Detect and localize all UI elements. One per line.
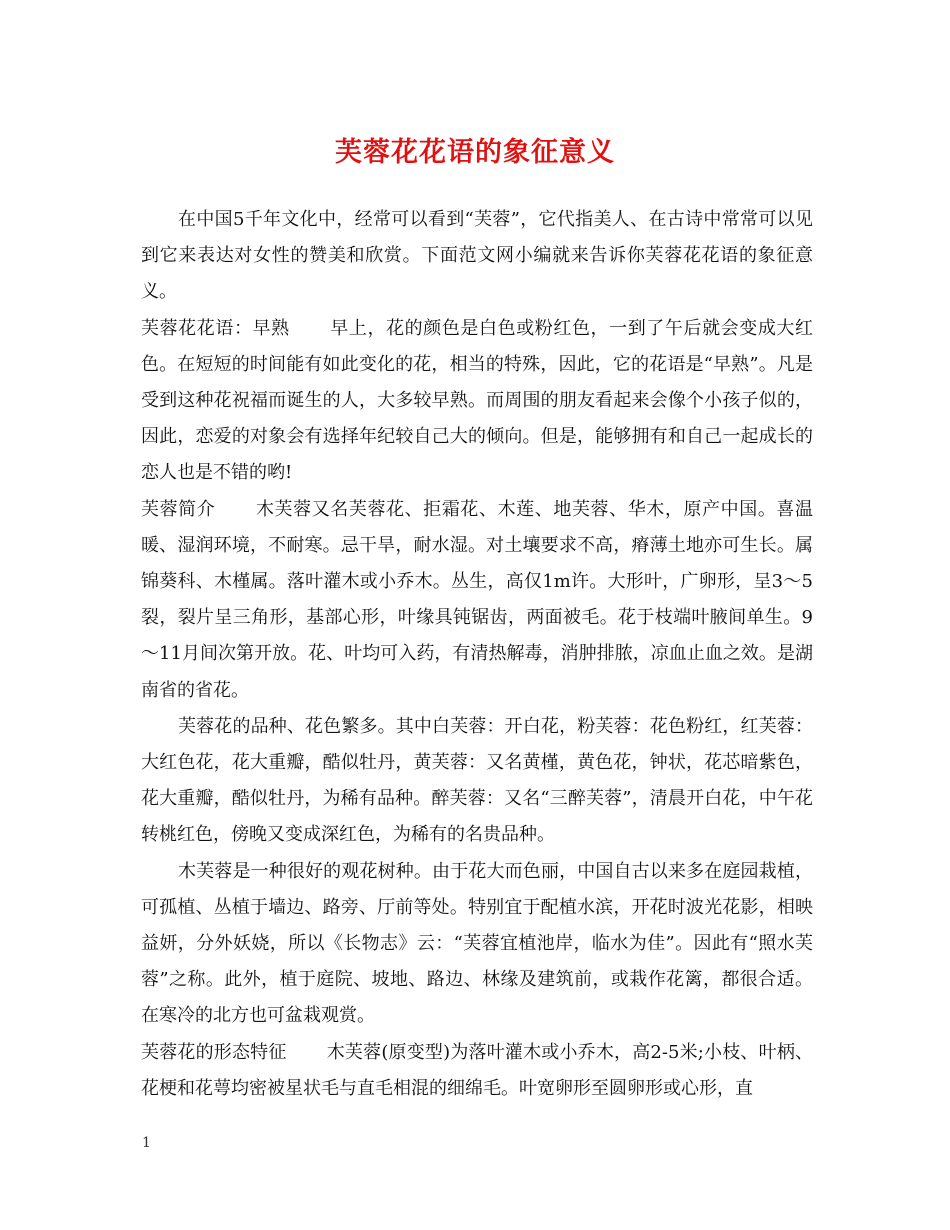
document-body — [141, 202, 813, 1107]
introduction-label: 芙蓉简介 — [141, 498, 216, 520]
introduction-text: 木芙蓉又名芙蓉花、拒霜花、木莲、地芙蓉、华木，原产中国。喜温暖、湿润环境，不耐寒。忌干旱，耐水湿。对土壤要求不高，瘠薄土地亦可生长。属锦葵科、木槿属。落叶灌木或小乔木。丛生，高仅1m许。大形叶，广卵形，呈3～5裂，裂片呈三角形，基部心形，叶缘具钝锯齿，两面被毛。花于枝端叶腋间单生。9～11月间次第开放。花、叶均可入药，有清热解毒，消肿排脓，凉血止血之效。是湖南省的省花。 — [141, 498, 814, 701]
introduction-paragraph — [141, 492, 813, 709]
intro-paragraph: 在中国5千年文化中，经常可以看到“芙蓉”，它代指美人、在古诗中常常可以见到它来表达对女性的赞美和欣赏。下面范文网小编就来告诉你芙蓉花花语的象征意义。 — [141, 209, 813, 303]
varieties-paragraph: 芙蓉花的品种、花色繁多。其中白芙蓉：开白花，粉芙蓉：花色粉红，红芙蓉：大红色花，花大重瓣，酷似牡丹，黄芙蓉：又名黄槿，黄色花，钟状，花芯暗紫色，花大重瓣，酷似牡丹，为稀有品种。醉芙蓉：又名“三醉芙蓉”，清晨开白花，中午花转桃红色，傍晚又变成深红色，为稀有的名贵品种。 — [141, 715, 813, 846]
morphology-text: 木芙蓉(原变型)为落叶灌木或小乔木，高2-5米;小枝、叶柄、花梗和花萼均密被星状毛与直毛相混的细绵毛。叶宽卵形至圆卵形或心形，直 — [141, 1041, 814, 1099]
page-title: 芙蓉花花语的象征意义 — [335, 137, 615, 168]
morphology-label: 芙蓉花的形态特征 — [141, 1041, 287, 1063]
ornamental-paragraph: 木芙蓉是一种很好的观花树种。由于花大而色丽，中国自古以来多在庭园栽植，可孤植、丛植于墙边、路旁、厅前等处。特别宜于配植水滨，开花时波光花影，相映益妍，分外妖娆，所以《长物志》云：“芙蓉宜植池岸，临水为佳”。因此有“照水芙蓉”之称。此外，植于庭院、坡地、路边、林缘及建筑前，或栽作花篱，都很合适。在寒冷的北方也可盆栽观赏。 — [141, 860, 813, 1027]
morphology-paragraph — [141, 1035, 813, 1107]
page-number: 1 — [142, 1135, 151, 1151]
floral-language-label: 芙蓉花花语：早熟 — [141, 317, 290, 339]
floral-language-paragraph — [141, 311, 813, 492]
floral-language-text: 早上，花的颜色是白色或粉红色，一到了午后就会变成大红色。在短短的时间能有如此变化的花，相当的特殊，因此，它的花语是“早熟”。凡是受到这种花祝福而诞生的人，大多较早熟。而周围的朋友看起来会像个小孩子似的，因此，恋爱的对象会有选择年纪较自己大的倾向。但是，能够拥有和自己一起成长的恋人也是不错的哟! — [141, 317, 814, 484]
